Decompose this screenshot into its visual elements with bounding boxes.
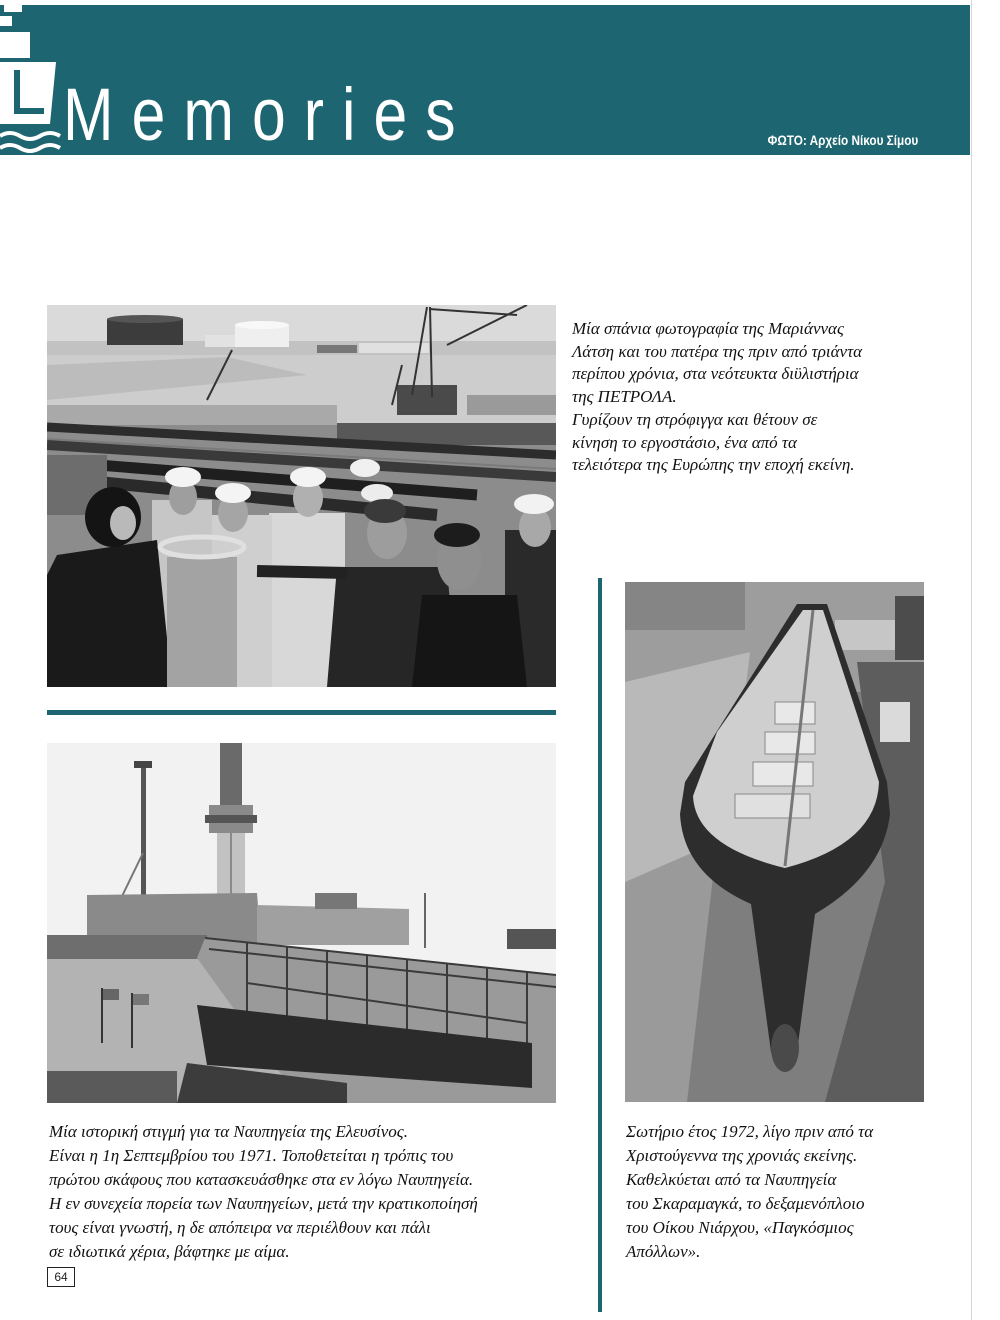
caption-line: περίπου χρόνια, στα νεότευκτα διϋλιστήρια — [572, 364, 859, 384]
caption-line: κίνηση το εργοστάσιο, ένα από τα — [572, 432, 797, 452]
caption-line: σε ιδιωτικά χέρια, βάφτηκε με αίμα. — [49, 1242, 290, 1261]
horizontal-divider — [47, 710, 556, 715]
caption-line: του Οίκου Νιάρχου, «Παγκόσμιος — [626, 1218, 854, 1237]
ship-logo-icon — [0, 0, 62, 156]
caption-line: Καθελκύεται από τα Ναυπηγεία — [626, 1170, 837, 1189]
page-number: 64 — [47, 1267, 75, 1287]
caption-line: τελειότερα της Ευρώπης την εποχή εκείνη. — [572, 455, 855, 475]
photo-refinery-ceremony — [47, 305, 556, 687]
caption-line: της ΠΕΤΡΟΛΑ. — [572, 387, 677, 407]
page-title: Memories — [63, 73, 474, 156]
refinery-background — [47, 305, 556, 445]
caption-line: τους είναι γνωστή, η δε απόπειρα να περιέλθουν και πάλι — [49, 1218, 431, 1237]
caption-line: πρώτου σκάφους που κατασκευάσθηκε στα εν λόγω Ναυπηγεία. — [49, 1170, 474, 1189]
caption-eleusis — [49, 1120, 478, 1264]
caption-line: του Σκαραμαγκά, το δεξαμενόπλοιο — [626, 1194, 865, 1213]
caption-line: Είναι η 1η Σεπτεμβρίου του 1971. Τοποθετείται η τρόπις του — [49, 1146, 454, 1165]
caption-line: Μία σπάνια φωτογραφία της Μαριάννας — [572, 319, 844, 338]
caption-line: Μία ιστορική στιγμή για τα Ναυπηγεία της Ελευσίνος. — [49, 1122, 408, 1141]
caption-line: Χριστούγεννα της χρονιάς εκείνης. — [626, 1146, 858, 1165]
caption-refinery — [572, 318, 862, 477]
page-edge — [971, 0, 972, 1320]
vertical-divider — [598, 578, 602, 1312]
photo-credit: ΦΩΤΟ: Αρχείο Νίκου Σίμου — [767, 132, 918, 148]
photo-tanker-launch — [625, 582, 924, 1102]
photo-eleusis-shipyard — [47, 743, 556, 1103]
caption-line: Σωτήριο έτος 1972, λίγο πριν από τα — [626, 1122, 874, 1141]
caption-line: Λάτση και του πατέρα της πριν από τριάντα — [572, 341, 863, 361]
caption-line: Απόλλων». — [626, 1242, 701, 1261]
caption-line: Η εν συνεχεία πορεία των Ναυπηγείων, μετά την κρατικοποίησή — [49, 1194, 478, 1213]
tugboat — [880, 702, 910, 742]
caption-tanker — [626, 1120, 873, 1264]
caption-line: Γυρίζουν τη στρόφιγγα και θέτουν σε — [572, 409, 818, 429]
